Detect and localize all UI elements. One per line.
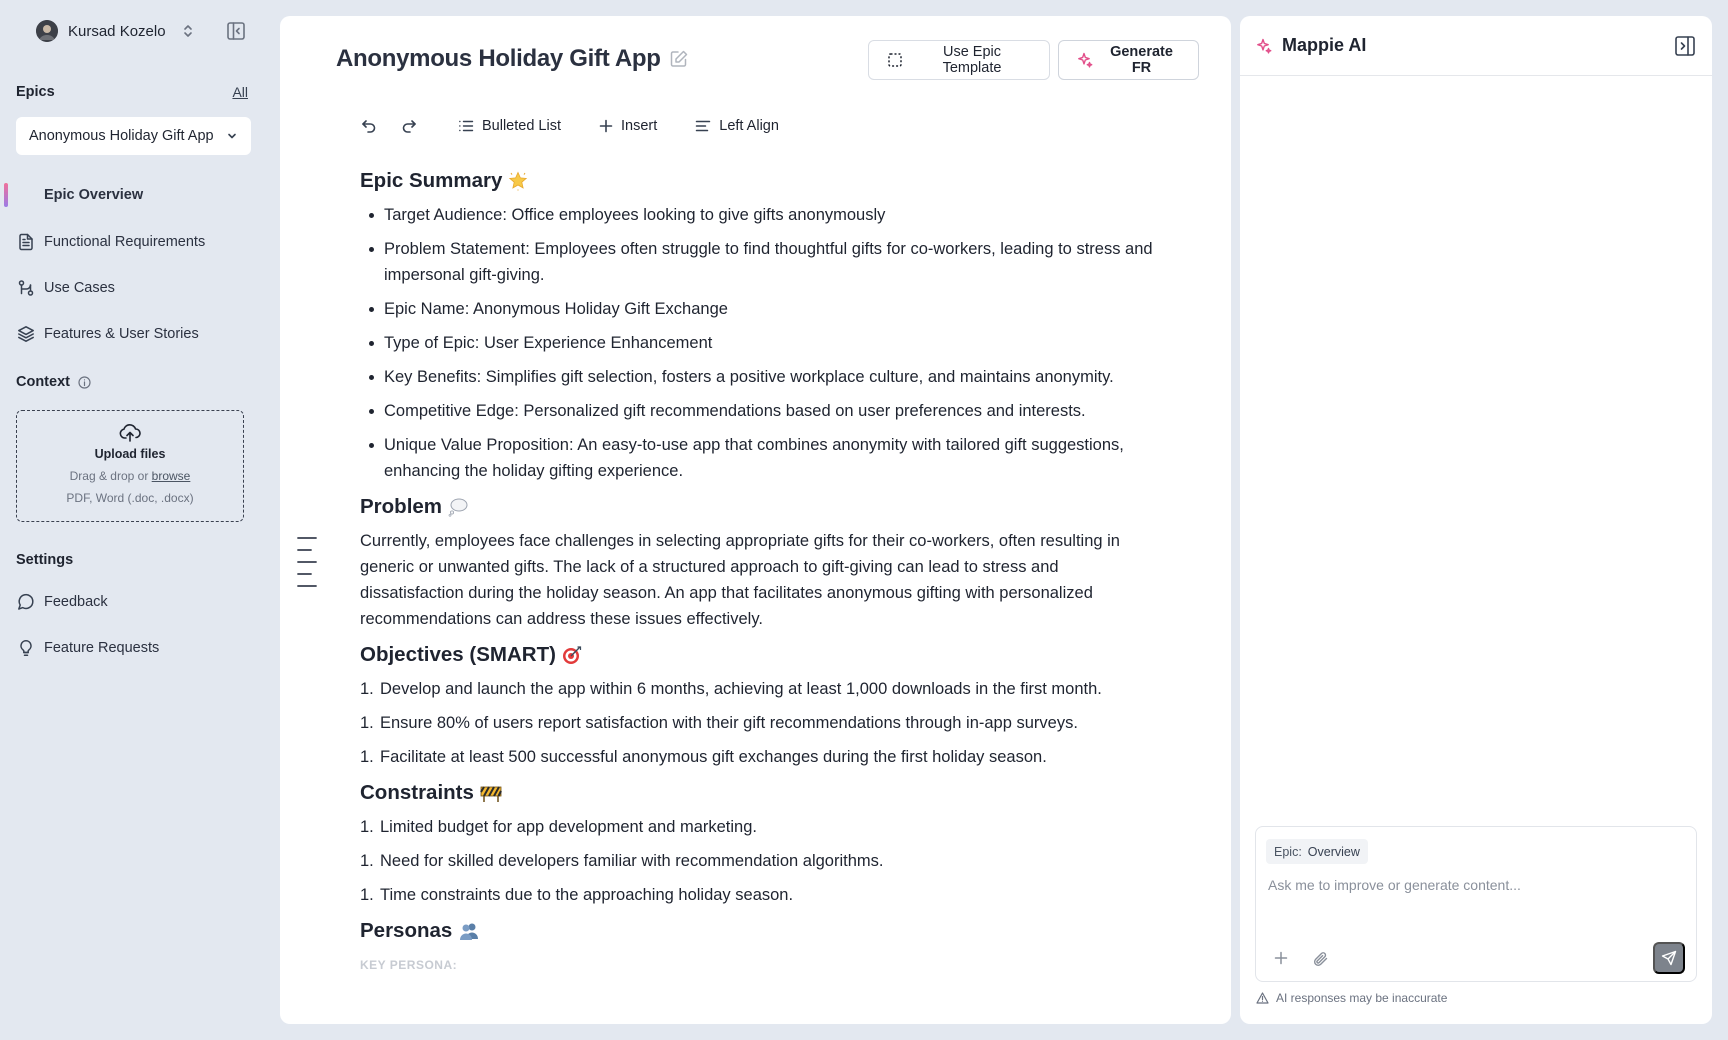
list-item bbox=[360, 882, 1160, 908]
file-upload-dropzone[interactable] bbox=[16, 410, 244, 522]
section-heading bbox=[360, 916, 1160, 946]
heading-text: Epic Summary bbox=[360, 169, 503, 192]
list-item bbox=[360, 814, 1160, 840]
section-heading bbox=[360, 166, 1160, 196]
redo-icon[interactable] bbox=[400, 117, 418, 135]
heading-text: Personas bbox=[360, 919, 453, 942]
collapse-sidebar-icon[interactable] bbox=[226, 21, 246, 41]
list-item bbox=[360, 848, 1160, 874]
chevron-up-down-icon bbox=[182, 23, 194, 39]
target-icon bbox=[562, 645, 582, 665]
list-number: 1. bbox=[360, 748, 374, 766]
list-icon bbox=[458, 118, 474, 134]
constraints-list bbox=[360, 814, 1160, 908]
nav-item-label: Epic Overview bbox=[44, 187, 144, 203]
objectives-list bbox=[360, 676, 1160, 770]
nav-item-label: Features & User Stories bbox=[44, 326, 199, 342]
bulleted-list-button[interactable] bbox=[458, 118, 561, 134]
list-item bbox=[360, 710, 1160, 736]
undo-icon[interactable] bbox=[360, 117, 378, 135]
upload-title: Upload files bbox=[94, 447, 166, 461]
info-icon[interactable] bbox=[78, 376, 91, 389]
plus-icon[interactable] bbox=[1274, 951, 1288, 965]
plus-icon bbox=[599, 119, 613, 133]
insert-label: Insert bbox=[621, 118, 658, 134]
epic-select-value: Anonymous Holiday Gift App bbox=[29, 128, 214, 144]
ai-assistant-panel bbox=[1240, 16, 1712, 1024]
git-branch-icon bbox=[16, 279, 36, 297]
layers-icon bbox=[16, 325, 36, 343]
align-label: Left Align bbox=[719, 118, 779, 134]
section-constraints bbox=[360, 778, 1160, 908]
document-title-row bbox=[336, 45, 689, 73]
edit-title-icon[interactable] bbox=[669, 49, 689, 69]
chip-value: Overview bbox=[1307, 844, 1360, 859]
nav-item-epic-overview[interactable] bbox=[16, 178, 256, 212]
chat-composer bbox=[1255, 826, 1697, 982]
disclaimer-text: AI responses may be inaccurate bbox=[1276, 991, 1448, 1005]
drag-text: Drag & drop or bbox=[69, 469, 149, 483]
list-item: Epic Name: Anonymous Holiday Gift Exchange bbox=[360, 296, 1160, 322]
section-problem bbox=[360, 492, 1160, 632]
context-chip[interactable] bbox=[1266, 839, 1368, 864]
active-indicator bbox=[4, 183, 8, 207]
align-button[interactable] bbox=[695, 118, 779, 134]
user-switcher[interactable] bbox=[36, 20, 256, 42]
chip-prefix: Epic: bbox=[1274, 844, 1302, 859]
nav-item-feedback[interactable] bbox=[16, 585, 256, 619]
nav-item-label: Feature Requests bbox=[44, 640, 160, 656]
editor-toolbar bbox=[360, 110, 817, 142]
list-number: 1. bbox=[360, 680, 374, 698]
sparkle-icon bbox=[1256, 38, 1272, 54]
section-epic-summary bbox=[360, 166, 1160, 484]
send-icon bbox=[1661, 950, 1677, 966]
heading-text: Constraints bbox=[360, 781, 474, 804]
nav-item-label: Functional Requirements bbox=[44, 234, 206, 250]
list-item-text: Time constraints due to the approaching holiday season. bbox=[380, 886, 794, 904]
section-heading bbox=[360, 778, 1160, 808]
generate-fr-button[interactable] bbox=[1058, 40, 1199, 80]
key-persona-label: KEY PERSONA: bbox=[360, 958, 458, 972]
browse-link[interactable]: browse bbox=[151, 469, 191, 483]
all-epics-link[interactable]: All bbox=[232, 84, 248, 100]
thought-balloon-icon bbox=[448, 497, 468, 517]
nav-item-features-user-stories[interactable] bbox=[16, 317, 256, 351]
nav-item-label: Feedback bbox=[44, 594, 108, 610]
user-name: Kursad Kozelo bbox=[68, 22, 166, 40]
nav-item-label: Use Cases bbox=[44, 280, 115, 296]
list-number: 1. bbox=[360, 818, 374, 836]
context-heading: Context bbox=[16, 374, 70, 390]
align-left-icon bbox=[695, 118, 711, 134]
file-text-icon bbox=[16, 233, 36, 251]
list-number: 1. bbox=[360, 886, 374, 904]
epics-heading: Epics bbox=[16, 84, 55, 100]
heading-text: Problem bbox=[360, 495, 443, 518]
ai-panel-title: Mappie AI bbox=[1282, 35, 1367, 55]
upload-formats: PDF, Word (.doc, .docx) bbox=[66, 491, 194, 505]
template-icon bbox=[887, 52, 903, 68]
epic-select[interactable] bbox=[16, 117, 251, 155]
page-title[interactable]: Anonymous Holiday Gift App bbox=[336, 45, 661, 72]
glowing-star-icon bbox=[508, 171, 528, 191]
upload-instructions bbox=[17, 469, 243, 483]
list-item bbox=[360, 676, 1160, 702]
upload-cloud-icon bbox=[119, 423, 141, 443]
collapse-panel-icon[interactable] bbox=[1674, 35, 1696, 57]
heading-text: Objectives (SMART) bbox=[360, 643, 556, 666]
list-item: Key Benefits: Simplifies gift selection, fosters a positive workplace culture, and maintains anonymity. bbox=[360, 364, 1160, 390]
list-number: 1. bbox=[360, 714, 374, 732]
summary-list bbox=[360, 202, 1160, 484]
people-icon bbox=[458, 921, 480, 941]
list-item: Type of Epic: User Experience Enhancement bbox=[360, 330, 1160, 356]
section-objectives bbox=[360, 640, 1160, 770]
send-button[interactable] bbox=[1653, 942, 1685, 974]
insert-button[interactable] bbox=[599, 118, 657, 134]
use-epic-template-button[interactable] bbox=[868, 40, 1050, 80]
list-item: Problem Statement: Employees often struggle to find thoughtful gifts for co-workers, leading to stress and impersonal gift-giving. bbox=[360, 236, 1160, 288]
avatar bbox=[36, 20, 58, 42]
chat-input[interactable] bbox=[1268, 877, 1678, 893]
nav-item-functional-requirements[interactable] bbox=[16, 225, 256, 259]
document-content[interactable] bbox=[360, 166, 1160, 986]
paperclip-icon[interactable] bbox=[1313, 951, 1329, 967]
problem-text: Currently, employees face challenges in selecting appropriate gifts for their co-workers, often resulting in generic or unwanted gifts. The lack of a structured approach to gift-giving can lead to stress and dissatisfaction during the holiday season. An app that facilitates anonymous gifting with personalized recommendations can address these issues effectively. bbox=[360, 532, 1120, 628]
list-item bbox=[360, 744, 1160, 770]
nav-item-feature-requests[interactable] bbox=[16, 631, 256, 665]
list-item: Unique Value Proposition: An easy-to-use app that combines anonymity with tailored gift suggestions, enhancing the holiday gifting experience. bbox=[360, 432, 1160, 484]
ai-disclaimer bbox=[1256, 991, 1447, 1005]
ai-panel-header bbox=[1240, 16, 1712, 76]
block-drag-handle-icon[interactable] bbox=[296, 536, 318, 590]
list-item-text: Need for skilled developers familiar with recommendation algorithms. bbox=[380, 852, 884, 870]
list-item: Target Audience: Office employees looking to give gifts anonymously bbox=[360, 202, 1160, 228]
sidebar bbox=[0, 0, 268, 1040]
editor-panel bbox=[280, 16, 1231, 1024]
nav-item-use-cases[interactable] bbox=[16, 271, 256, 305]
list-number: 1. bbox=[360, 852, 374, 870]
use-epic-template-label: Use Epic Template bbox=[942, 44, 1002, 76]
warning-triangle-icon bbox=[1256, 992, 1269, 1004]
construction-barrier-icon bbox=[480, 783, 502, 803]
message-circle-icon bbox=[16, 593, 36, 611]
list-item-text: Ensure 80% of users report satisfaction with their gift recommendations through in-app surveys. bbox=[380, 714, 1078, 732]
section-heading bbox=[360, 492, 1160, 522]
list-item-text: Facilitate at least 500 successful anonymous gift exchanges during the first holiday season. bbox=[380, 748, 1047, 766]
list-item: Competitive Edge: Personalized gift recommendations based on user preferences and interests. bbox=[360, 398, 1160, 424]
lightbulb-icon bbox=[16, 639, 36, 657]
sparkle-icon bbox=[1077, 52, 1093, 68]
context-header bbox=[16, 374, 91, 390]
section-heading bbox=[360, 640, 1160, 670]
section-personas bbox=[360, 916, 1160, 978]
bulleted-list-label: Bulleted List bbox=[482, 118, 561, 134]
list-item-text: Develop and launch the app within 6 months, achieving at least 1,000 downloads in the first month. bbox=[380, 680, 1102, 698]
generate-fr-label: Generate FR bbox=[1110, 44, 1173, 76]
epics-header bbox=[16, 84, 248, 100]
settings-heading: Settings bbox=[16, 552, 74, 568]
chevron-down-icon bbox=[226, 130, 238, 142]
list-item-text: Limited budget for app development and marketing. bbox=[380, 818, 757, 836]
